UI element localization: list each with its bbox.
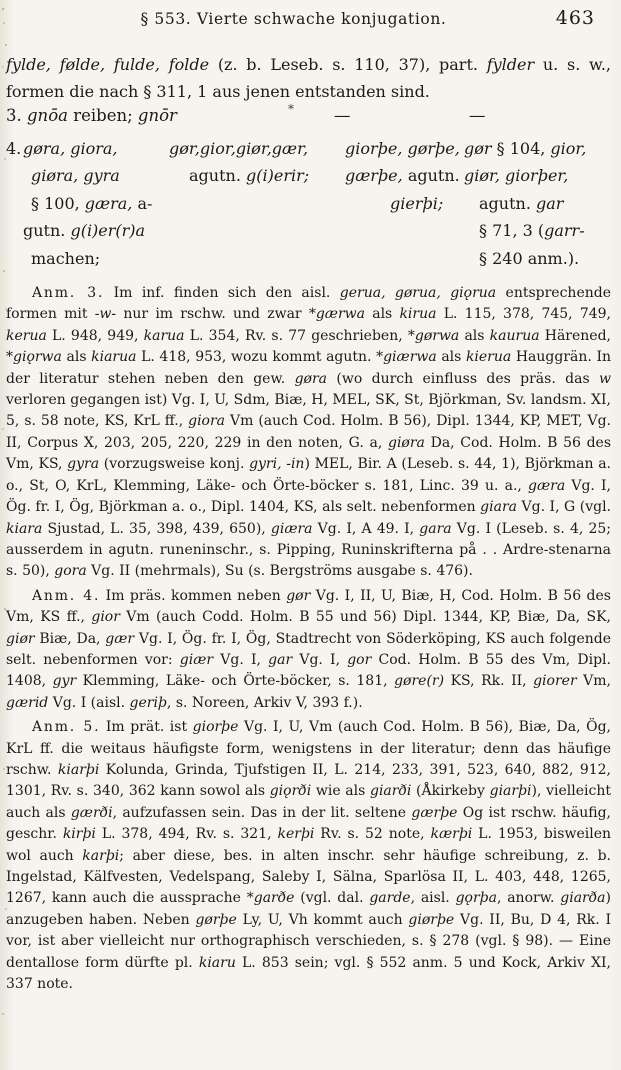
table-cell-line: gierþi; xyxy=(390,193,444,213)
table-cell-line: gøra, giora, xyxy=(23,139,118,158)
row-number: 3. xyxy=(6,106,22,125)
annotation-4-paragraph: Anm. 4. Im präs. kommen neben gør Vg. I, II, U, Biæ, H, Cod. Holm. B 56 des Vm, KS ff., gior Vm (auch Codd. Holm. B 55 und 56) Dipl. 1344, KP, Biæ, Da, SK, giør Biæ, Da, gær Vg. I, Ög. fr. I, Ög, Stadtrecht von Söderköping, KS auch folgende selt. nebenformen vor: giær Vg. I, gar Vg. I, gor Cod. Holm. B 55 des Vm, Dipl. 1408, gyr Klemming, Läke- och Örte-böcker, s. 181, gøre(r) KS, Rk. II, giorer Vm, gærid Vg. I (aisl. geriþ, s. Noreen, Arkiv V, 393 f.). xyxy=(6,587,611,711)
table-cell-line: gør,gior,giør,gær, xyxy=(169,139,309,158)
paradigm-col-preterite xyxy=(345,135,464,272)
paradigm-col-infinitive xyxy=(23,135,169,272)
paradigm-row-4 xyxy=(6,135,611,272)
table-cell-line: agutn. gar xyxy=(479,193,564,213)
row-number: 4. xyxy=(6,139,22,158)
paradigm-col-present xyxy=(169,135,345,272)
verb-forms: gnōa reiben; gnōr xyxy=(27,106,177,125)
annotation-3-paragraph: Anm. 3. Im inf. finden sich den aisl. gerua, gørua, giǫrua entsprechende formen mit -w- nur im rschw. und zwar *gærwa als kirua L. 115, 378, 745, 749, kerua L. 948, 949, karua L. 354, Rv. s. 77 geschrieben, *gørwa als kaurua Härened, *giǫrwa als kiarua L. 418, 953, wozu kommt agutn. *giærwa als kierua Hauggrän. In der literatur stehen neben den gew. gøra (wo durch einfluss des präs. das w verloren gegangen ist) Vg. I, U, Sdm, Biæ, H, MEL, SK, St, Björkman, Sv. landsm. XI, 5, s. 58 note, KS, KrL ff., giora Vm (auch Cod. Holm. B 56), Dipl. 1344, KP, MET, Vg. II, Corpus X, 203, 205, 220, 229 in den noten, G. a, giøra Da, Cod. Holm. B 56 des Vm, KS, gyra (vorzugsweise konj. gyri, -in) MEL, Bir. A (Leseb. s. 44, 1), Björkman a. o., St, O, KrL, Klemming, Läke- och Örte-böcker s. 181, Linc. 39 u. a., gæra Vg. I, Ög. fr. I, Ög, Björkman a. o., Dipl. 1404, KS, als selt. nebenformen giara Vg. I, G (vgl. kiara Sjustad, L. 35, 398, 439, 650), giæra Vg. I, A 49. I, gara Vg. I (Leseb. s. 4, 25; ausserdem in agutn. runeninschr., s. Pipping, Runinskrifterna på . . Ardre-stenarna s. 50), gora Vg. II (mehrmals), Su (s. Bergströms ausgabe s. 476). xyxy=(6,285,612,580)
intro-paragraph: fylde, følde, fulde, folde (z. b. Leseb. s. 110, 37), part. fylder u. s. w., formen die nach § 311, 1 aus jenen entstanden sind. xyxy=(6,55,611,101)
table-cell-line: agutn. g(i)erir; xyxy=(189,166,310,186)
footnote-star: * xyxy=(288,102,294,116)
table-cell-line: gutn. g(i)er(r)a xyxy=(23,221,146,241)
scan-noise xyxy=(2,8,4,10)
table-cell-line: § 240 anm.). xyxy=(479,248,580,268)
table-cell-line: machen; xyxy=(31,248,101,268)
annotation-5-paragraph: Anm. 5. Im prät. ist giorþe Vg. I, U, Vm (auch Cod. Holm. B 56), Biæ, Da, Ög, KrL ff. die weitaus häufigste form, wenigstens in der literatur; denn das häufige rschw. kiarþi Kolunda, Grinda, Tjufstigen II, L. 214, 233, 391, 523, 640, 882, 912, 1301, Rv. s. 340, 362 kann sowol als giǫrði wie als giarði (Åkirkeby giarþi), vielleicht auch als gærði, aufzufassen sein. Das in der lit. seltene gærþe Og ist rschw. häufig, geschr. kirþi L. 378, 494, Rv. s. 321, kerþi Rv. s. 52 note, kærþi L. 1953, bisweilen wol auch karþi; aber diese, bes. in alten inschr. sehr häufige schreibung, z. b. Ingelstad, Kälfvesten, Vedelspang, Saleby I, Sälna, Sparlösa II, L. 403, 448, 1265, 1267, kann auch die aussprache *garðe (vgl. dal. garde, aisl. gǫrþa, anorw. giarða) anzugeben haben. Neben gørþe Ly, U, Vh kommt auch giørþe Vg. II, Bu, D 4, Rk. I vor, ist aber vielleicht nur orthographisch verschieden, s. § 278 (vgl. § 98). — Eine dentallose form dürfte pl. kiaru L. 853 sein; vgl. § 552 anm. 5 und Kock, Arkiv XI, 337 note. xyxy=(6,719,612,993)
table-cell-line: § 100, gæra, a- xyxy=(31,193,153,213)
empty-cell-dash: — xyxy=(334,106,351,125)
table-cell-line: giør, giorþer, xyxy=(464,166,569,186)
table-cell-line: § 71, 3 (garr- xyxy=(479,221,585,241)
table-cell-line: giorþe, gørþe, xyxy=(345,139,460,158)
paradigm-col-participle xyxy=(464,135,614,272)
page-header xyxy=(6,7,611,36)
running-head: § 553. Vierte schwache konjugation. xyxy=(140,10,447,28)
paradigm-row-3 xyxy=(6,102,611,133)
empty-cell-dash: — xyxy=(469,106,486,125)
table-cell-line: gør § 104, gior, xyxy=(464,139,587,158)
table-cell-line: giøra, gyra xyxy=(31,166,120,186)
page-number: 463 xyxy=(555,7,595,29)
table-cell-line: gærþe, agutn. xyxy=(345,166,460,186)
